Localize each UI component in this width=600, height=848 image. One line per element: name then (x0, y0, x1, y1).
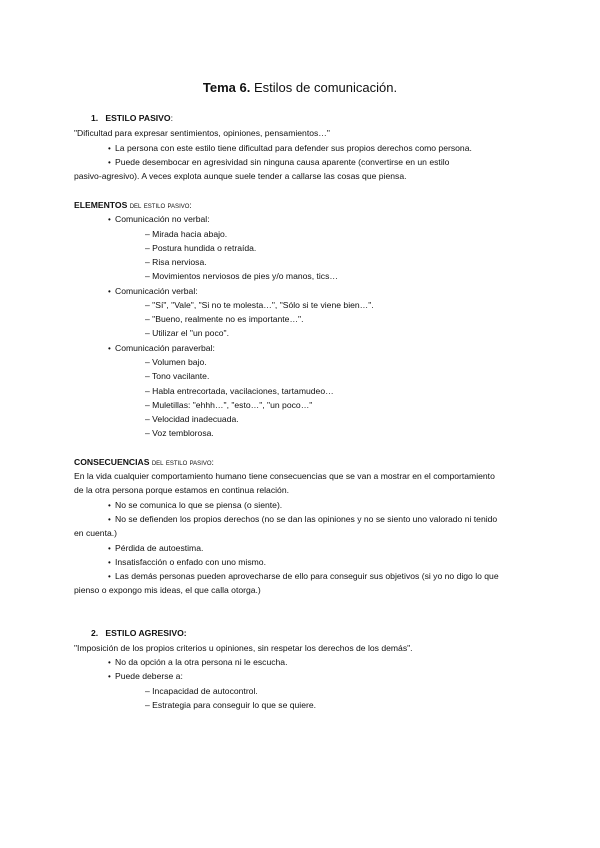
list-item: – Postura hundida o retraída. (145, 243, 257, 253)
list-item: – Habla entrecortada, vacilaciones, tartamudeo… (145, 386, 334, 396)
list-item: – Volumen bajo. (145, 357, 207, 367)
list-item: – Movimientos nerviosos de pies y/o manos, tics… (145, 271, 338, 281)
list-item: – Estrategia para conseguir lo que se quiere. (145, 700, 317, 710)
list-item: – Utilizar el "un poco". (145, 328, 229, 338)
consecuencias-bullet-2-continuation: en cuenta.) (74, 528, 117, 538)
pasivo-bullet-1: • La persona con este estilo tiene dificultad para defender sus propios derechos como persona. (108, 143, 472, 154)
heading-colon: : (170, 113, 173, 123)
section-number: 2. (91, 628, 99, 638)
pasivo-bullet-2-continuation: pasivo-agresivo). A veces explota aunque suele tender a callarse las cosas que piensa. (74, 171, 407, 181)
section-heading-agresivo (91, 628, 187, 639)
section-heading-pasivo (91, 113, 173, 124)
section-heading-text: ESTILO PASIVO (105, 113, 171, 123)
list-item: – "Bueno, realmente no es importante…". (145, 314, 304, 324)
consecuencias-intro-2: de la otra persona porque estamos en continua relación. (74, 485, 289, 495)
consecuencias-bullet-4: • Insatisfacción o enfado con uno mismo. (108, 557, 266, 568)
consecuencias-bullet-5-continuation: pienso o expongo mis ideas, el que calla otorga.) (74, 585, 261, 595)
consecuencias-bullet-3: • Pérdida de autoestima. (108, 543, 203, 554)
consecuencias-bullet-2: • No se defienden los propios derechos (no se dan las opiniones y no se siento uno valorado ni tenido (108, 514, 497, 525)
consecuencias-heading-rest: del estilo pasivo: (149, 457, 214, 467)
group-label-verbal: • Comunicación verbal: (108, 286, 198, 297)
list-item: – Incapacidad de autocontrol. (145, 686, 258, 696)
list-item: – Tono vacilante. (145, 371, 210, 381)
elementos-heading-rest: del estilo pasivo: (127, 200, 192, 210)
list-item: – Risa nerviosa. (145, 257, 207, 267)
group-label-no-verbal: • Comunicación no verbal: (108, 214, 210, 225)
consecuencias-intro-1: En la vida cualquier comportamiento humano tiene consecuencias que se van a mostrar en el comportamiento (74, 471, 495, 481)
list-item: – Mirada hacia abajo. (145, 229, 228, 239)
consecuencias-heading (74, 457, 214, 468)
title-topic-number: Tema 6. (202, 80, 251, 95)
elementos-heading-strong: ELEMENTOS (74, 200, 128, 210)
document-title (0, 80, 600, 95)
pasivo-bullet-2: • Puede desembocar en agresividad sin ninguna causa aparente (convertirse en un estilo (108, 157, 449, 168)
title-text: Estilos de comunicación. (250, 80, 398, 95)
consecuencias-bullet-1: • No se comunica lo que se piensa (o siente). (108, 500, 282, 511)
agresivo-bullet-1: • No da opción a la otra persona ni le escucha. (108, 657, 287, 668)
group-label-paraverbal: • Comunicación paraverbal: (108, 343, 215, 354)
pasivo-quote: "Dificultad para expresar sentimientos, opiniones, pensamientos…" (74, 128, 330, 138)
section-number: 1. (91, 113, 99, 123)
section-heading-text: ESTILO AGRESIVO: (105, 628, 187, 638)
list-item: – Voz temblorosa. (145, 428, 214, 438)
agresivo-quote: "Imposición de los propios criterios u opiniones, sin respetar los derechos de los demás". (74, 643, 413, 653)
consecuencias-bullet-5: • Las demás personas pueden aprovecharse de ello para conseguir sus objetivos (si yo no digo lo que (108, 571, 499, 582)
consecuencias-heading-strong: CONSECUENCIAS (74, 457, 150, 467)
list-item: – Muletillas: "ehhh…", "esto…", "un poco…" (145, 400, 313, 410)
list-item: – Velocidad inadecuada. (145, 414, 239, 424)
agresivo-bullet-2: • Puede deberse a: (108, 671, 183, 682)
list-item: – "Sí", "Vale", "Si no te molesta…", "Sólo si te viene bien…". (145, 300, 374, 310)
elementos-heading (74, 200, 192, 211)
